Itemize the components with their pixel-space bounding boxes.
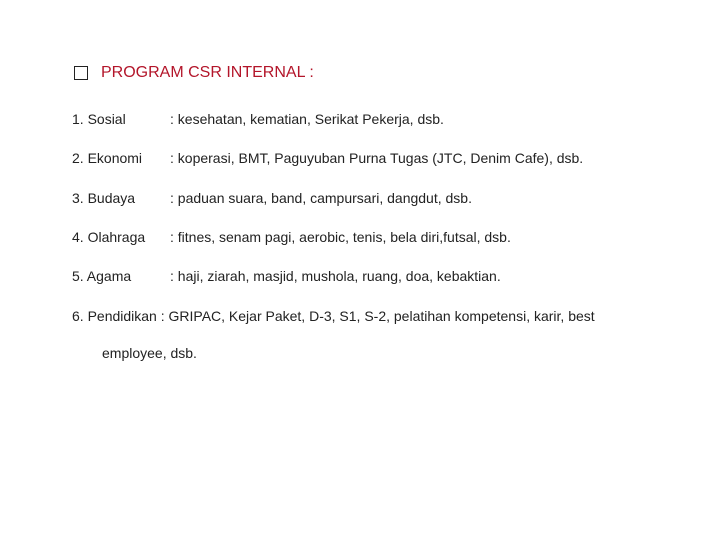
item-desc: : paduan suara, band, campursari, dangdut, dsb. <box>170 190 472 206</box>
slide-title-text: PROGRAM CSR INTERNAL : <box>101 64 314 81</box>
slide-title <box>74 64 314 82</box>
item-label: 5. Agama <box>72 268 132 284</box>
square-bullet-icon <box>74 66 88 80</box>
item-label: 2. Ekonomi <box>72 150 143 166</box>
item-desc: : GRIPAC, Kejar Paket, D-3, S1, S-2, pelatihan kompetensi, karir, best <box>160 308 595 324</box>
list-item-olahraga <box>72 229 511 245</box>
list-item-ekonomi <box>72 150 583 166</box>
item-desc: : fitnes, senam pagi, aerobic, tenis, bela diri,futsal, dsb. <box>170 229 511 245</box>
list-item-agama <box>72 268 501 284</box>
item-desc: : koperasi, BMT, Paguyuban Purna Tugas (JTC, Denim Cafe), dsb. <box>170 150 584 166</box>
list-item-pendidikan <box>72 308 595 324</box>
item-label: 4. Olahraga <box>72 229 146 245</box>
list-item-sosial <box>72 111 444 127</box>
item-label: 1. Sosial <box>72 111 126 127</box>
item-desc: : haji, ziarah, masjid, mushola, ruang, doa, kebaktian. <box>170 268 501 284</box>
item-label: 6. Pendidikan <box>72 308 157 324</box>
list-item-budaya <box>72 190 472 206</box>
item-desc: : kesehatan, kematian, Serikat Pekerja, dsb. <box>170 111 444 127</box>
item-desc-continuation: employee, dsb. <box>102 345 197 361</box>
item-label: 3. Budaya <box>72 190 136 206</box>
